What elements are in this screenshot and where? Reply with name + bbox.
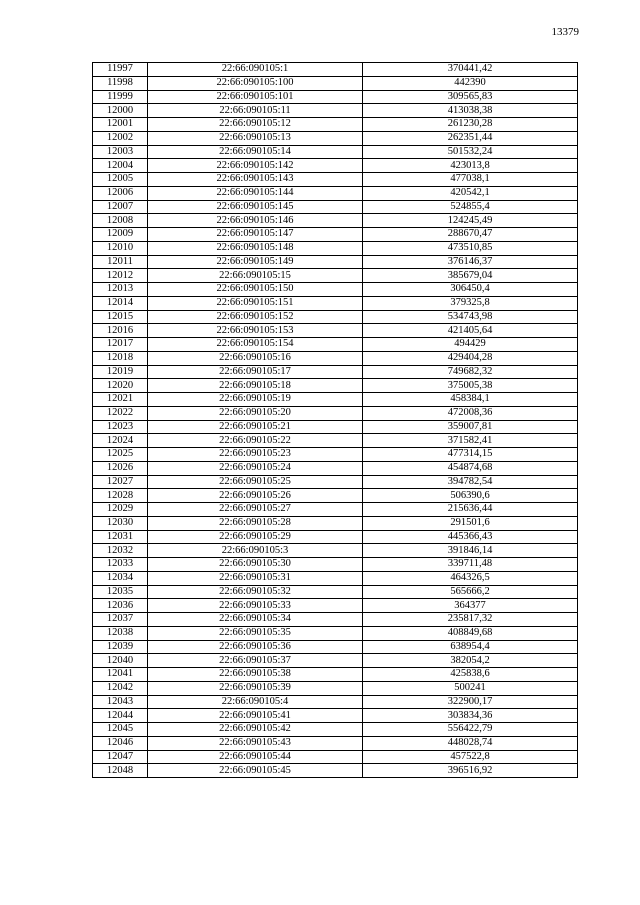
table-row (93, 393, 578, 407)
cadastral-number-cell: 22:66:090105:31 (148, 571, 363, 585)
cadastral-number-cell: 22:66:090105:13 (148, 131, 363, 145)
cadastral-value-cell: 215636,44 (363, 503, 578, 517)
cadastral-value-cell: 371582,41 (363, 434, 578, 448)
cadastral-number-cell: 22:66:090105:24 (148, 461, 363, 475)
cadastral-value-cell: 565666,2 (363, 585, 578, 599)
cadastral-number-cell: 22:66:090105:19 (148, 393, 363, 407)
table-row (93, 723, 578, 737)
cadastral-value-cell: 413038,38 (363, 104, 578, 118)
cadastral-number-cell: 22:66:090105:101 (148, 90, 363, 104)
row-number-cell: 11998 (93, 76, 148, 90)
cadastral-value-cell: 382054,2 (363, 654, 578, 668)
table-row (93, 475, 578, 489)
row-number-cell: 12013 (93, 283, 148, 297)
row-number-cell: 12016 (93, 324, 148, 338)
table-row (93, 585, 578, 599)
row-number-cell: 12038 (93, 626, 148, 640)
cadastral-number-cell: 22:66:090105:100 (148, 76, 363, 90)
cadastral-number-cell: 22:66:090105:147 (148, 228, 363, 242)
cadastral-number-cell: 22:66:090105:154 (148, 338, 363, 352)
cadastral-value-cell: 494429 (363, 338, 578, 352)
cadastral-number-cell: 22:66:090105:34 (148, 613, 363, 627)
cadastral-number-cell: 22:66:090105:20 (148, 406, 363, 420)
row-number-cell: 12002 (93, 131, 148, 145)
row-number-cell: 12019 (93, 365, 148, 379)
cadastral-number-cell: 22:66:090105:145 (148, 200, 363, 214)
cadastral-value-cell: 448028,74 (363, 736, 578, 750)
cadastral-number-cell: 22:66:090105:150 (148, 283, 363, 297)
row-number-cell: 12020 (93, 379, 148, 393)
cadastral-value-cell: 445366,43 (363, 530, 578, 544)
cadastral-value-cell: 370441,42 (363, 63, 578, 77)
cadastral-number-cell: 22:66:090105:1 (148, 63, 363, 77)
cadastral-value-cell: 500241 (363, 681, 578, 695)
cadastral-value-cell: 375005,38 (363, 379, 578, 393)
cadastral-value-cell: 391846,14 (363, 544, 578, 558)
cadastral-number-cell: 22:66:090105:18 (148, 379, 363, 393)
row-number-cell: 12040 (93, 654, 148, 668)
cadastral-number-cell: 22:66:090105:38 (148, 668, 363, 682)
cadastral-value-cell: 477314,15 (363, 448, 578, 462)
table-row (93, 310, 578, 324)
cadastral-number-cell: 22:66:090105:14 (148, 145, 363, 159)
table-row (93, 558, 578, 572)
table-row (93, 420, 578, 434)
cadastral-number-cell: 22:66:090105:44 (148, 750, 363, 764)
row-number-cell: 12041 (93, 668, 148, 682)
table-row (93, 255, 578, 269)
row-number-cell: 12015 (93, 310, 148, 324)
cadastral-value-cell: 524855,4 (363, 200, 578, 214)
table-row (93, 145, 578, 159)
cadastral-value-cell: 364377 (363, 599, 578, 613)
table-body (93, 63, 578, 778)
table-row (93, 695, 578, 709)
cadastral-number-cell: 22:66:090105:27 (148, 503, 363, 517)
cadastral-number-cell: 22:66:090105:11 (148, 104, 363, 118)
table-row (93, 764, 578, 778)
cadastral-value-cell: 291501,6 (363, 516, 578, 530)
table-row (93, 365, 578, 379)
cadastral-value-cell: 394782,54 (363, 475, 578, 489)
row-number-cell: 12027 (93, 475, 148, 489)
cadastral-number-cell: 22:66:090105:37 (148, 654, 363, 668)
row-number-cell: 12035 (93, 585, 148, 599)
cadastral-value-cell: 501532,24 (363, 145, 578, 159)
table-row (93, 159, 578, 173)
cadastral-value-cell: 309565,83 (363, 90, 578, 104)
cadastral-value-cell: 124245,49 (363, 214, 578, 228)
cadastral-number-cell: 22:66:090105:23 (148, 448, 363, 462)
table-row (93, 118, 578, 132)
table-row (93, 63, 578, 77)
row-number-cell: 12029 (93, 503, 148, 517)
cadastral-value-cell: 408849,68 (363, 626, 578, 640)
cadastral-number-cell: 22:66:090105:144 (148, 186, 363, 200)
row-number-cell: 12017 (93, 338, 148, 352)
row-number-cell: 12004 (93, 159, 148, 173)
table-row (93, 544, 578, 558)
cadastral-number-cell: 22:66:090105:22 (148, 434, 363, 448)
table-row (93, 571, 578, 585)
cadastral-number-cell: 22:66:090105:39 (148, 681, 363, 695)
cadastral-number-cell: 22:66:090105:153 (148, 324, 363, 338)
table-row (93, 76, 578, 90)
table-row (93, 200, 578, 214)
row-number-cell: 12025 (93, 448, 148, 462)
row-number-cell: 12042 (93, 681, 148, 695)
cadastral-value-cell: 458384,1 (363, 393, 578, 407)
table-row (93, 503, 578, 517)
cadastral-number-cell: 22:66:090105:152 (148, 310, 363, 324)
cadastral-number-cell: 22:66:090105:149 (148, 255, 363, 269)
cadastral-number-cell: 22:66:090105:28 (148, 516, 363, 530)
row-number-cell: 12006 (93, 186, 148, 200)
cadastral-number-cell: 22:66:090105:146 (148, 214, 363, 228)
row-number-cell: 12003 (93, 145, 148, 159)
row-number-cell: 12044 (93, 709, 148, 723)
row-number-cell: 12012 (93, 269, 148, 283)
row-number-cell: 12018 (93, 351, 148, 365)
cadastral-value-cell: 396516,92 (363, 764, 578, 778)
row-number-cell: 12026 (93, 461, 148, 475)
cadastral-value-cell: 477038,1 (363, 173, 578, 187)
cadastral-value-cell: 359007,81 (363, 420, 578, 434)
cadastral-value-cell: 472008,36 (363, 406, 578, 420)
row-number-cell: 12045 (93, 723, 148, 737)
cadastral-number-cell: 22:66:090105:17 (148, 365, 363, 379)
cadastral-value-cell: 376146,37 (363, 255, 578, 269)
cadastral-value-cell: 288670,47 (363, 228, 578, 242)
row-number-cell: 12000 (93, 104, 148, 118)
row-number-cell: 12039 (93, 640, 148, 654)
table-row (93, 681, 578, 695)
cadastral-value-cell: 457522,8 (363, 750, 578, 764)
table-row (93, 173, 578, 187)
row-number-cell: 12048 (93, 764, 148, 778)
row-number-cell: 12014 (93, 296, 148, 310)
row-number-cell: 11997 (93, 63, 148, 77)
cadastral-number-cell: 22:66:090105:42 (148, 723, 363, 737)
cadastral-value-cell: 262351,44 (363, 131, 578, 145)
table-row (93, 613, 578, 627)
page-number: 13379 (551, 26, 579, 38)
table-row (93, 351, 578, 365)
row-number-cell: 12033 (93, 558, 148, 572)
cadastral-number-cell: 22:66:090105:36 (148, 640, 363, 654)
cadastral-value-cell: 556422,79 (363, 723, 578, 737)
cadastral-number-cell: 22:66:090105:21 (148, 420, 363, 434)
cadastral-number-cell: 22:66:090105:35 (148, 626, 363, 640)
row-number-cell: 12011 (93, 255, 148, 269)
cadastral-value-cell: 303834,36 (363, 709, 578, 723)
row-number-cell: 12031 (93, 530, 148, 544)
table-row (93, 214, 578, 228)
table-row (93, 379, 578, 393)
cadastral-number-cell: 22:66:090105:33 (148, 599, 363, 613)
cadastral-value-cell: 385679,04 (363, 269, 578, 283)
row-number-cell: 12022 (93, 406, 148, 420)
cadastral-number-cell: 22:66:090105:15 (148, 269, 363, 283)
cadastral-number-cell: 22:66:090105:142 (148, 159, 363, 173)
table-row (93, 406, 578, 420)
table-row (93, 296, 578, 310)
cadastral-value-cell: 322900,17 (363, 695, 578, 709)
row-number-cell: 12028 (93, 489, 148, 503)
cadastral-value-cell: 339711,48 (363, 558, 578, 572)
cadastral-value-cell: 425838,6 (363, 668, 578, 682)
table-row (93, 448, 578, 462)
cadastral-number-cell: 22:66:090105:45 (148, 764, 363, 778)
cadastral-number-cell: 22:66:090105:12 (148, 118, 363, 132)
table-row (93, 599, 578, 613)
cadastral-value-cell: 420542,1 (363, 186, 578, 200)
cadastral-number-cell: 22:66:090105:26 (148, 489, 363, 503)
cadastral-value-cell: 306450,4 (363, 283, 578, 297)
row-number-cell: 12007 (93, 200, 148, 214)
cadastral-value-table (92, 62, 578, 778)
cadastral-number-cell: 22:66:090105:151 (148, 296, 363, 310)
row-number-cell: 12037 (93, 613, 148, 627)
row-number-cell: 12024 (93, 434, 148, 448)
table-row (93, 709, 578, 723)
table-row (93, 324, 578, 338)
cadastral-number-cell: 22:66:090105:43 (148, 736, 363, 750)
cadastral-value-cell: 261230,28 (363, 118, 578, 132)
table-row (93, 530, 578, 544)
cadastral-number-cell: 22:66:090105:148 (148, 241, 363, 255)
cadastral-number-cell: 22:66:090105:32 (148, 585, 363, 599)
table-row (93, 90, 578, 104)
table-row (93, 269, 578, 283)
cadastral-number-cell: 22:66:090105:3 (148, 544, 363, 558)
row-number-cell: 12047 (93, 750, 148, 764)
cadastral-value-cell: 429404,28 (363, 351, 578, 365)
cadastral-number-cell: 22:66:090105:25 (148, 475, 363, 489)
cadastral-number-cell: 22:66:090105:143 (148, 173, 363, 187)
row-number-cell: 12034 (93, 571, 148, 585)
table-row (93, 434, 578, 448)
table-row (93, 283, 578, 297)
row-number-cell: 12036 (93, 599, 148, 613)
cadastral-value-cell: 423013,8 (363, 159, 578, 173)
cadastral-value-cell: 442390 (363, 76, 578, 90)
row-number-cell: 12046 (93, 736, 148, 750)
row-number-cell: 12005 (93, 173, 148, 187)
cadastral-value-cell: 506390,6 (363, 489, 578, 503)
row-number-cell: 12009 (93, 228, 148, 242)
table-row (93, 104, 578, 118)
cadastral-number-cell: 22:66:090105:4 (148, 695, 363, 709)
cadastral-value-cell: 473510,85 (363, 241, 578, 255)
table-row (93, 131, 578, 145)
table-row (93, 489, 578, 503)
table-row (93, 626, 578, 640)
row-number-cell: 12021 (93, 393, 148, 407)
cadastral-value-cell: 638954,4 (363, 640, 578, 654)
cadastral-value-cell: 534743,98 (363, 310, 578, 324)
row-number-cell: 12032 (93, 544, 148, 558)
row-number-cell: 12010 (93, 241, 148, 255)
cadastral-number-cell: 22:66:090105:29 (148, 530, 363, 544)
row-number-cell: 12030 (93, 516, 148, 530)
table-row (93, 668, 578, 682)
cadastral-number-cell: 22:66:090105:41 (148, 709, 363, 723)
row-number-cell: 12008 (93, 214, 148, 228)
row-number-cell: 11999 (93, 90, 148, 104)
table-row (93, 750, 578, 764)
cadastral-value-cell: 749682,32 (363, 365, 578, 379)
cadastral-value-cell: 379325,8 (363, 296, 578, 310)
table-row (93, 461, 578, 475)
row-number-cell: 12001 (93, 118, 148, 132)
cadastral-number-cell: 22:66:090105:30 (148, 558, 363, 572)
cadastral-value-cell: 421405,64 (363, 324, 578, 338)
table-row (93, 736, 578, 750)
table-row (93, 338, 578, 352)
table-row (93, 228, 578, 242)
cadastral-value-cell: 454874,68 (363, 461, 578, 475)
cadastral-value-cell: 464326,5 (363, 571, 578, 585)
table-row (93, 241, 578, 255)
table-row (93, 186, 578, 200)
table-row (93, 654, 578, 668)
table-row (93, 516, 578, 530)
table-row (93, 640, 578, 654)
cadastral-number-cell: 22:66:090105:16 (148, 351, 363, 365)
row-number-cell: 12043 (93, 695, 148, 709)
row-number-cell: 12023 (93, 420, 148, 434)
cadastral-value-cell: 235817,32 (363, 613, 578, 627)
